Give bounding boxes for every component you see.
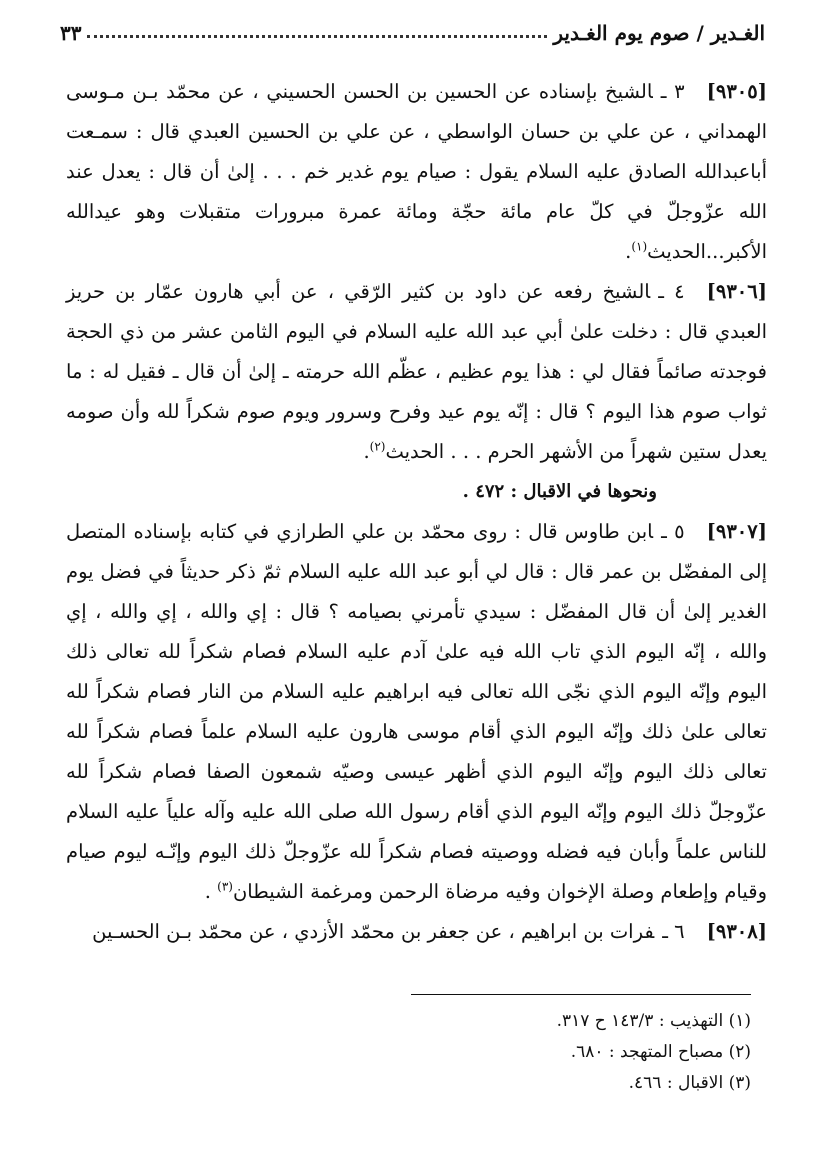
sentence-end: . xyxy=(625,240,632,263)
running-header xyxy=(60,16,765,50)
footnote-marker: (٣) xyxy=(217,879,233,894)
hadith-paragraph xyxy=(66,912,767,952)
footnotes xyxy=(351,1006,751,1099)
hadith-sequence-number: ٤ ـ xyxy=(658,280,685,303)
hadith-reference-number: [٩٣٠٦] xyxy=(706,280,767,303)
footnote-marker: (٢) xyxy=(369,439,386,454)
hadith-paragraph xyxy=(66,72,767,272)
footnote: (١) التهذيب : ١٤٣/٣ ح ٣١٧. xyxy=(556,1011,751,1031)
sentence-end: . xyxy=(204,880,218,903)
hadith-text: فرات بن ابراهيم ، عن جعفر بن محمّد الأزدي ، عن محمّد بـن الحسـين xyxy=(92,920,655,943)
hadith-sequence-number: ٥ ـ xyxy=(661,520,685,543)
hadith-paragraph xyxy=(66,512,767,912)
hadith-reference-number: [٩٣٠٧] xyxy=(706,520,767,543)
hadith-reference-number: [٩٣٠٥] xyxy=(706,80,767,103)
sentence-end: . xyxy=(363,440,370,463)
running-title: الغـدير / صوم يوم الغـدير xyxy=(553,21,765,45)
hadith-sequence-number: ٦ ـ xyxy=(662,920,685,943)
dot-leader xyxy=(87,35,547,38)
footnote: (٣) الاقبال : ٤٦٦. xyxy=(628,1073,751,1093)
footnote-marker: (١) xyxy=(631,239,648,254)
hadith-text: الشيخ رفعه عن داود بن كثير الرّقي ، عن أبي هارون عمّار بن حريز العبدي قال : دخلت علىٰ أبي عبد الله عليه السلام في اليوم الثامن عشر من ذي الحجة فوجدته صائماً فقال لي : هذا يوم عظيم ، عظّم الله حرمته ـ إلىٰ أن قال ـ فقيل له : ما ثواب صوم هذا اليوم ؟ قال : إنّه يوم عيد وفرح وسرور ويوم صوم شكراً لله وأن صومه يعدل ستين شهراً من الأشهر الحرم . . . الحديث xyxy=(66,280,767,463)
hadith-text: ابن طاوس قال : روى محمّد بن علي الطرازي في كتابه بإسناده المتصل إلى المفضّل بن عمر قال : قال لي أبو عبد الله عليه السلام ثمّ ذكر حديثاً في فضل يوم الغدير إلىٰ أن قال المفضّل : سيدي تأمرني بصيامه ؟ قال : إي والله ، إي والله ، إي والله ، إنّه اليوم الذي تاب الله فيه علىٰ آدم عليه السلام فصام شكراً لله تعالى ذلك اليوم وإنّه اليوم الذي نجّى الله تعالى فيه ابراهيم عليه السلام من النار فصام شكراً لله تعالى علىٰ ذلك وإنّه اليوم الذي أقام موسى هارون عليه السلام علماً فصام شكراً لله تعالى ذلك اليوم وإنّه اليوم الذي أظهر عيسى وصيّه شمعون الصفا فصام شكراً لله عزّوجلّ ذلك اليوم وإنّه اليوم الذي أقام رسول الله صلى الله عليه وآله علياً عليه السلام للناس علماً وأبان فيه فضله ووصيته فصام شكراً لله عزّوجلّ ذلك اليوم وإنّـه ليوم صيام وقيام وإطعام وصلة الإخوان وفيه مرضاة الرحمن ومرغمة الشيطان xyxy=(66,520,767,903)
hadith-paragraph xyxy=(66,272,767,472)
footnote-separator xyxy=(411,994,751,995)
page-number: ٣٣ xyxy=(60,21,82,45)
hadith-reference-number: [٩٣٠٨] xyxy=(706,920,767,943)
cross-reference-note: ونحوها في الاقبال : ٤٧٢ . xyxy=(462,481,657,502)
main-text xyxy=(66,72,767,952)
hadith-text: الشيخ بإسناده عن الحسين بن الحسن الحسيني ، عن محمّد بـن مـوسى الهمداني ، عن علي بن حسان الواسطي ، عن علي بن الحسين العبدي قال : سمـعت أباعبدالله الصادق عليه السلام يقول : صيام يوم غدير خم . . . إلىٰ أن قال : يعدل عند الله عزّوجلّ في كلّ عام مائة حجّة ومائة عمرة مبرورات متقبلات وهو عيدالله الأكبر...الحديث xyxy=(66,80,767,263)
footnote: (٢) مصباح المتهجد : ٦٨٠. xyxy=(570,1042,751,1062)
hadith-sequence-number: ٣ ـ xyxy=(660,80,685,103)
